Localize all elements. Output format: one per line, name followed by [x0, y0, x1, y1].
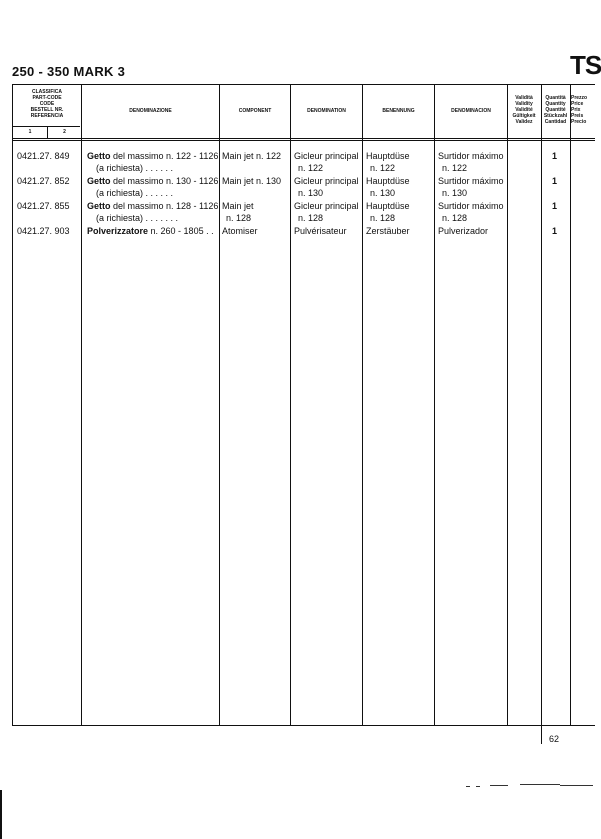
header-quantity: Quantità Quantity Quantité Stückzahl Cantidad [543, 95, 568, 125]
table-row-component-cont: n. 128 [226, 213, 252, 223]
scan-mark [520, 784, 560, 785]
table-row-denomination: Gicleur principal [294, 176, 359, 186]
header-code: CLASSIFICA PART-CODE CODE BESTELL NR. REFERENCIA [30, 89, 64, 119]
table-row-quantity: 1 [552, 151, 558, 161]
column-divider-left [12, 84, 13, 726]
table-row-benennung-cont: n. 128 [370, 213, 396, 223]
header-benennung: BENENNUNG [382, 108, 415, 114]
header-denominacion: DENOMINACION [451, 108, 491, 114]
table-row-denominazione-cont: (a richiesta) . . . . . . [96, 163, 174, 173]
scan-mark [476, 786, 480, 787]
table-row-denominacion-cont: n. 122 [442, 163, 468, 173]
scan-mark [466, 786, 470, 787]
table-row-benennung: Hauptdüse [366, 176, 410, 186]
catalog-model-title: 250 - 350 MARK 3 [12, 64, 126, 79]
table-row-component: Main jet n. 122 [222, 151, 282, 161]
table-row-denomination: Gicleur principal [294, 201, 359, 211]
table-row-denominazione-cont: (a richiesta) . . . . . . [96, 188, 174, 198]
header-denomination: DENOMINATION [307, 108, 346, 114]
column-divider-validity [541, 84, 542, 744]
table-row-denominacion: Pulverizador [438, 226, 489, 236]
table-row-denomination-cont: n. 122 [298, 163, 324, 173]
table-row-denominacion: Surtidor máximo [438, 151, 504, 161]
scan-mark [490, 785, 508, 786]
section-code: TS [570, 50, 601, 80]
table-row-quantity: 1 [552, 201, 558, 211]
table-row-code: 0421.27. 855 [17, 201, 70, 211]
table-row-code: 0421.27. 849 [17, 151, 70, 161]
table-row-denominazione: Polverizzatore n. 260 - 1805 . . [87, 226, 214, 236]
column-divider-quantity [570, 84, 571, 726]
table-row-denomination: Gicleur principal [294, 151, 359, 161]
table-row-denomination-cont: n. 128 [298, 213, 324, 223]
table-row-denominacion: Surtidor máximo [438, 176, 504, 186]
scan-mark [560, 785, 593, 786]
table-row-component: Main jet [222, 201, 254, 211]
margin-mark [0, 790, 2, 839]
table-row-benennung: Hauptdüse [366, 201, 410, 211]
table-row-benennung: Hauptdüse [366, 151, 410, 161]
table-row-benennung: Zerstäuber [366, 226, 410, 236]
table-row-code: 0421.27. 852 [17, 176, 70, 186]
column-divider-code [81, 84, 82, 726]
table-row-denominacion-cont: n. 130 [442, 188, 468, 198]
table-row-benennung-cont: n. 130 [370, 188, 396, 198]
table-row-component: Main jet n. 130 [222, 176, 282, 186]
table-row-quantity: 1 [552, 226, 558, 236]
column-divider-es [507, 84, 508, 726]
header-denominazione: DENOMINAZIONE [129, 108, 172, 114]
table-row-component: Atomiser [222, 226, 258, 236]
table-row-denomination-cont: n. 130 [298, 188, 324, 198]
table-row-denominacion: Surtidor máximo [438, 201, 504, 211]
table-row-denominazione: Getto del massimo n. 122 - 1126 [87, 151, 219, 161]
table-row-benennung-cont: n. 122 [370, 163, 396, 173]
header-component: COMPONENT [238, 108, 272, 114]
table-row-denominazione: Getto del massimo n. 130 - 1126 [87, 176, 219, 186]
header-code-sub-1: 1 [28, 129, 32, 135]
table-row-denominazione-cont: (a richiesta) . . . . . . . [96, 213, 179, 223]
column-divider-it [219, 84, 220, 726]
column-divider-de [434, 84, 435, 726]
code-subheader-rule [12, 126, 80, 127]
header-code-sub-2: 2 [63, 129, 66, 135]
table-row-denominacion-cont: n. 128 [442, 213, 468, 223]
header-validity: Validità Validity Validité Gültigkeit Validez [512, 95, 536, 125]
column-divider-en [290, 84, 291, 726]
page-number: 62 [549, 734, 560, 744]
table-row-quantity: 1 [552, 176, 558, 186]
table-row-denominazione: Getto del massimo n. 128 - 1126 [87, 201, 219, 211]
table-row-denomination: Pulvérisateur [294, 226, 347, 236]
column-divider-fr [362, 84, 363, 726]
table-row-code: 0421.27. 903 [17, 226, 70, 236]
header-price: Prezzo Price Prix Preis Precio [571, 95, 588, 125]
